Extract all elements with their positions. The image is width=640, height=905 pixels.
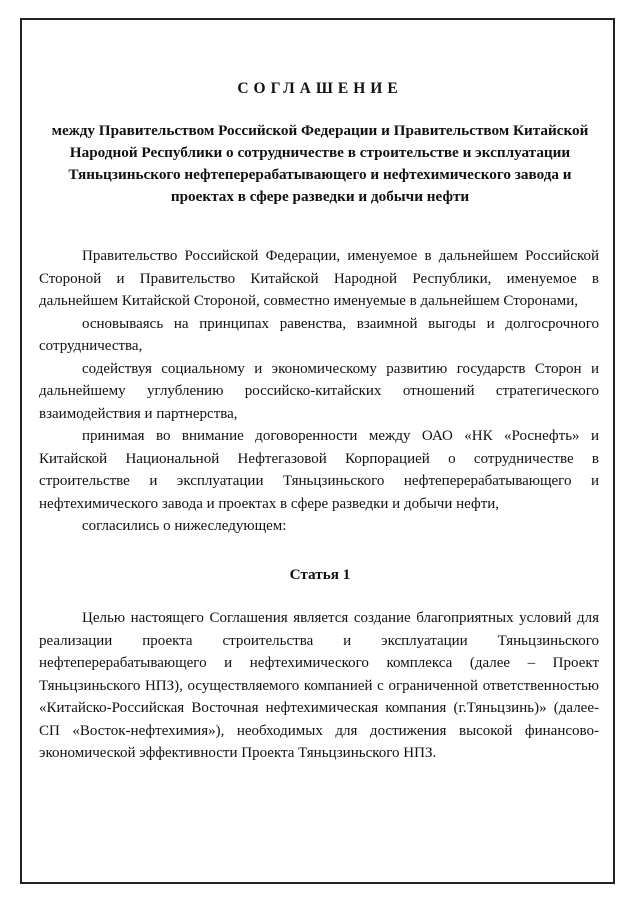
preamble-paragraph: принимая во внимание договоренности между ОАО «НК «Роснефть» и Китайской Национальной Нефтегазовой Корпорацией о сотрудничестве в строительстве и эксплуатации Тяньцзиньского нефтеперерабатывающего и нефтехимического завода и проектах в сфере разведки и добычи нефти, — [39, 428, 599, 512]
preamble-paragraph: содействуя социальному и экономическому развитию государств Сторон и дальнейшему углублению российско-китайских отношений стратегического взаимодействия и партнерства, — [39, 360, 599, 422]
preamble-paragraph: согласились о нижеследующем: — [82, 518, 287, 534]
document-subtitle: между Правительством Российской Федерации и Правительством Китайской Народной Республики о сотрудничестве в строительстве и эксплуатации Тяньцзиньского нефтеперерабатывающего и нефтехимического завода и проектах в сфере разведки и добычи нефти — [51, 122, 589, 205]
document-title: СОГЛАШЕНИЕ — [237, 80, 403, 97]
article-paragraph: Целью настоящего Соглашения является создание благоприятных условий для реализации проекта строительства и эксплуатации Тяньцзиньского нефтеперерабатывающего и нефтехимического комплекса (далее – Проект Тяньцзиньского НПЗ), осуществляемого компанией с ограниченной ответственностью «Китайско-Российская Восточная нефтехимическая компания (г.Тяньцзинь)» (далее-СП «Восток-нефтехимия»), необходимых для достижения высокой финансово-экономической эффективности Проекта Тяньцзиньского НПЗ. — [39, 610, 599, 761]
preamble-paragraph: Правительство Российской Федерации, именуемое в дальнейшем Российской Стороной и Правительство Китайской Народной Республики, именуемое в дальнейшем Китайской Стороной, совместно именуемые в дальнейшем Сторонами, — [39, 248, 599, 309]
preamble — [39, 245, 599, 538]
article-heading: Статья 1 — [289, 566, 351, 583]
preamble-paragraph: основываясь на принципах равенства, взаимной выгоды и долгосрочного сотрудничества, — [39, 315, 599, 354]
article-body — [39, 607, 599, 765]
